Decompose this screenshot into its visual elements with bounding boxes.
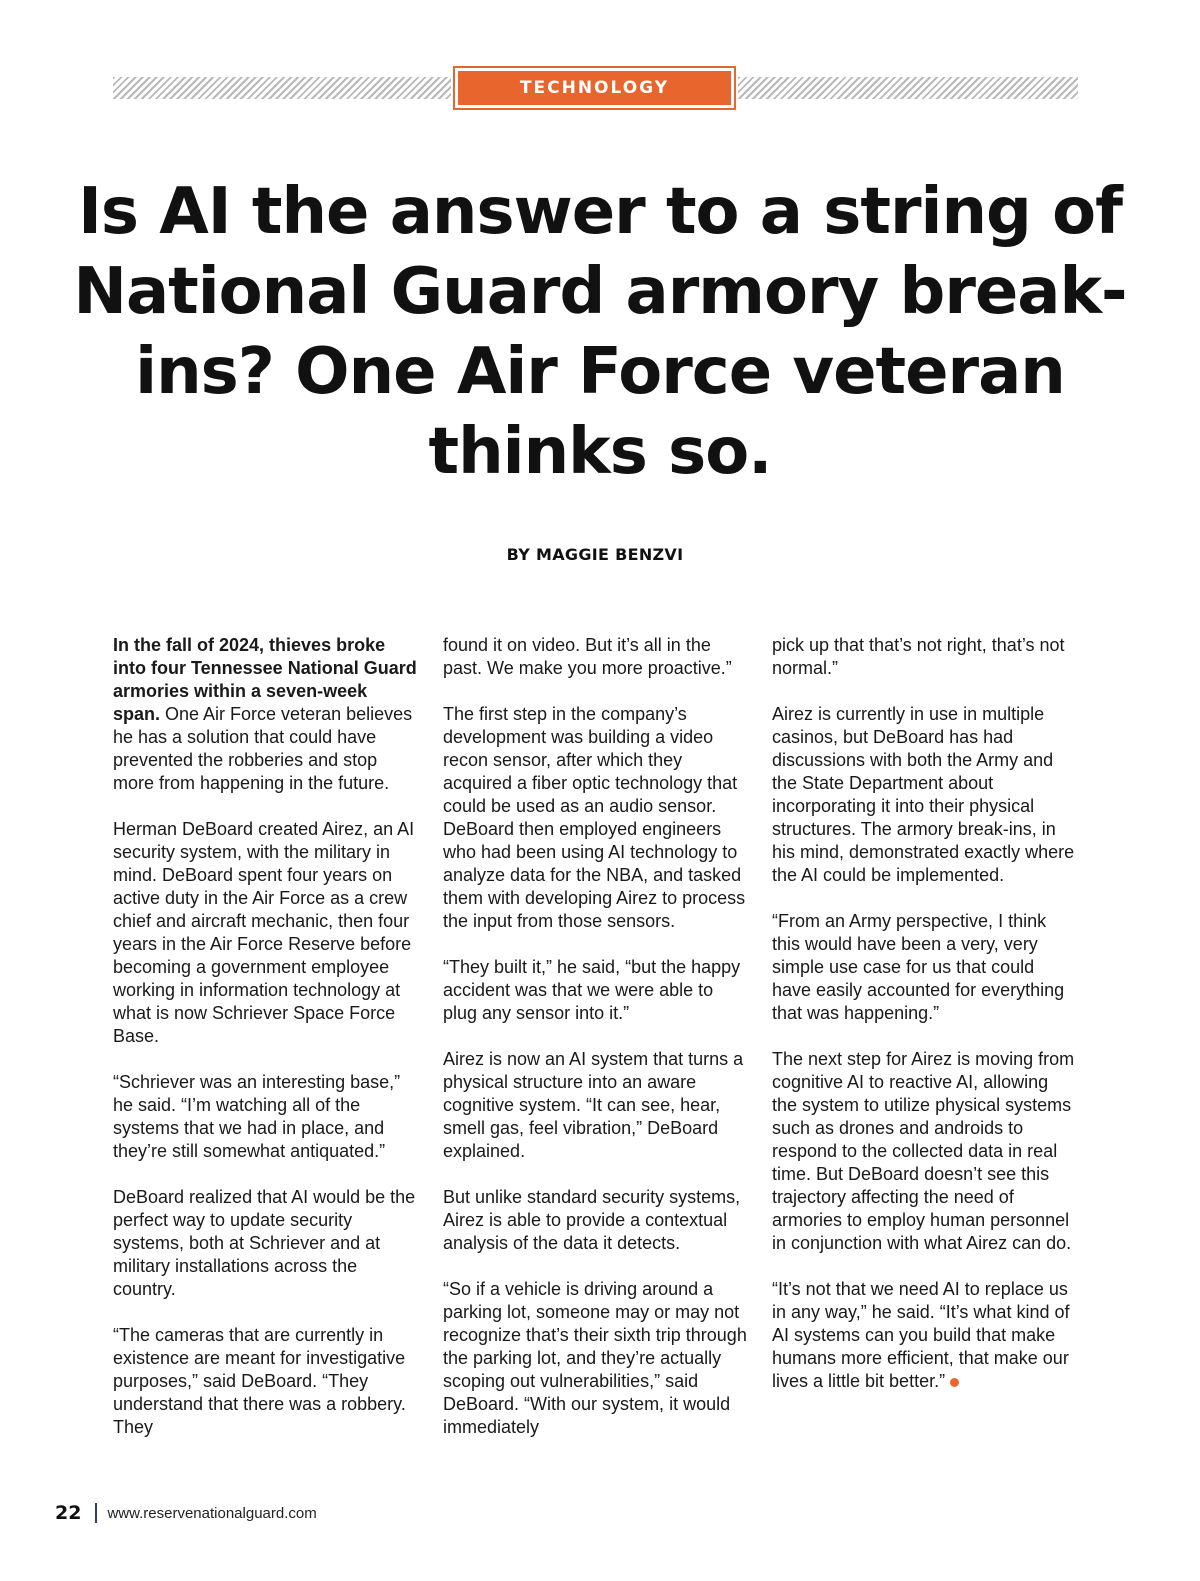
page-number: 22 — [55, 1502, 82, 1524]
paragraph: “Schriever was an interesting base,” he said. “I’m watching all of the systems that we had in place, and they’re still somewhat antiquated.” — [113, 1072, 401, 1161]
paragraph: Airez is now an AI system that turns a physical structure into an aware cognitive system. “It can see, hear, smell gas, feel vibration,” DeBoard explained. — [443, 1049, 744, 1161]
paragraph: found it on video. But it’s all in the past. We make you more proactive.” — [443, 635, 732, 678]
lead-in: In the fall of 2024, thieves broke into four Tennessee National Guard armories within a seven-week span. — [113, 635, 417, 724]
paragraph: Airez is currently in use in multiple casinos, but DeBoard has had discussions with both the Army and the State Department about incorporating it into their physical structures. The armory break-ins, in his mind, demonstrated exactly where the AI could be implemented. — [772, 704, 1075, 885]
article-byline: BY MAGGIE BENZVI — [506, 545, 684, 564]
paragraph: pick up that that’s not right, that’s not normal.” — [772, 635, 1065, 678]
paragraph-text: One Air Force veteran believes he has a solution that could have prevented the robberies and stop more from happening in the future. — [113, 704, 413, 793]
paragraph: The next step for Airez is moving from cognitive AI to reactive AI, allowing the system to utilize physical systems such as drones and androids to respond to the collected data in real time. But DeBoard doesn’t see this trajectory affecting the need of armories to employ human personnel in conjunction with what Airez can do. — [772, 1049, 1075, 1253]
end-mark-icon — [950, 1378, 959, 1387]
section-label: TECHNOLOGY — [458, 71, 731, 105]
section-tag — [453, 66, 736, 110]
paragraph — [772, 1278, 1078, 1393]
hatch-rule-left — [113, 77, 451, 99]
footer-divider — [95, 1503, 97, 1523]
section-header — [113, 66, 1078, 110]
paragraph-text: “It’s not that we need AI to replace us in any way,” he said. “It’s what kind of AI systems can you build that make humans more efficient, that make our lives a little bit better.” — [772, 1279, 1070, 1391]
paragraph — [113, 634, 419, 795]
paragraph: “From an Army perspective, I think this would have been a very, very simple use case for us that could have easily accounted for everything that was happening.” — [772, 911, 1065, 1023]
paragraph: The first step in the company’s development was building a video recon sensor, after which they acquired a fiber optic technology that could be used as an audio sensor. DeBoard then employed engineers who had been using AI technology to analyze data for the NBA, and tasked them with developing Airez to process the input from those sensors. — [443, 704, 746, 931]
paragraph: DeBoard realized that AI would be the perfect way to update security systems, both at Schriever and at military installations across the country. — [113, 1187, 416, 1299]
hatch-rule-right — [738, 77, 1078, 99]
paragraph: “The cameras that are currently in existence are meant for investigative purposes,” said DeBoard. “They understand that there was a robbery. They — [113, 1325, 406, 1437]
paragraph: Herman DeBoard created Airez, an AI security system, with the military in mind. DeBoard spent four years on active duty in the Air Force as a crew chief and aircraft mechanic, then four years in the Air Force Reserve before becoming a government employee working in information technology at what is now Schriever Space Force Base. — [113, 819, 415, 1046]
page-footer — [55, 1500, 317, 1526]
article-headline: Is AI the answer to a string of National Guard armory break-ins? One Air Force veteran thinks so. — [73, 175, 1127, 489]
article-column-1 — [113, 634, 419, 1462]
footer-url: www.reservenationalguard.com — [107, 1504, 317, 1522]
paragraph: But unlike standard security systems, Airez is able to provide a contextual analysis of the data it detects. — [443, 1187, 741, 1253]
paragraph: “So if a vehicle is driving around a parking lot, someone may or may not recognize that’s their sixth trip through the parking lot, and they’re actually scoping out vulnerabilities,” said DeBoard. “With our system, it would immediately — [443, 1279, 747, 1437]
article-column-2 — [443, 634, 749, 1462]
article-column-3 — [772, 634, 1078, 1416]
paragraph: “They built it,” he said, “but the happy accident was that we were able to plug any sensor into it.” — [443, 957, 741, 1023]
